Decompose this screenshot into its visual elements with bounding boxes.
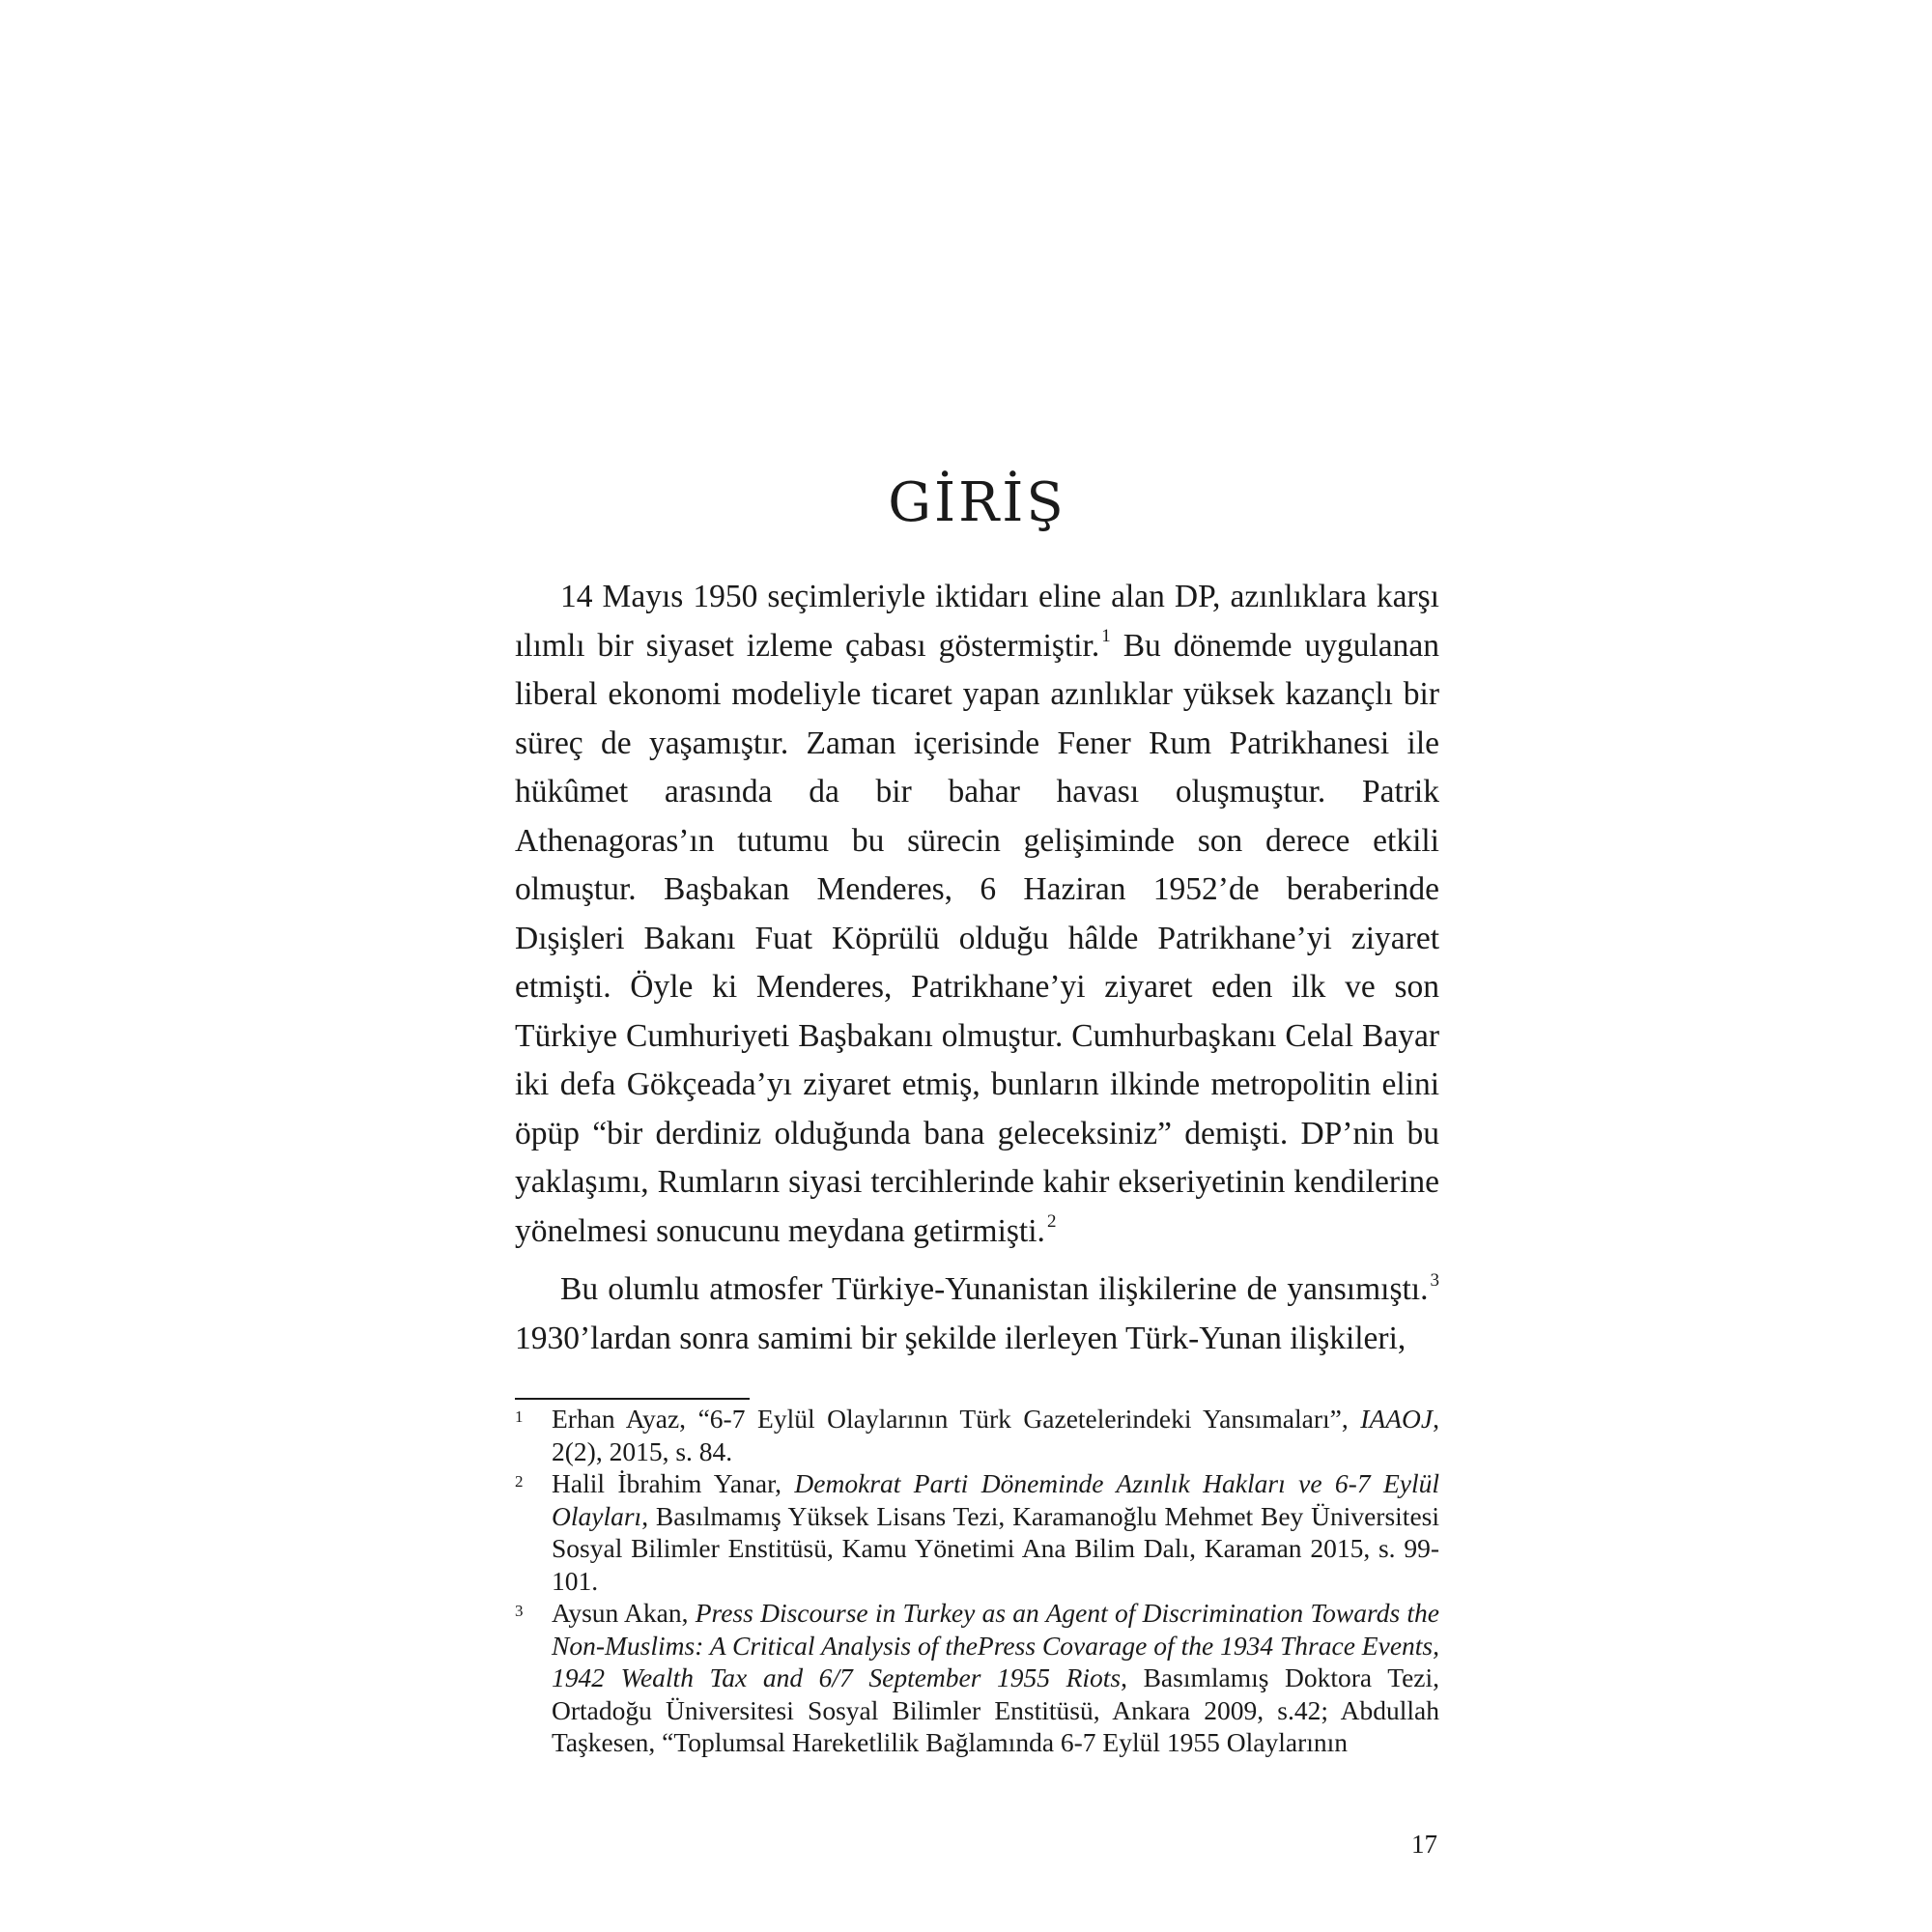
- footnote-text: Erhan Ayaz, “6-7 Eylül Olaylarının Türk Gazetelerindeki Yansımaları”,: [552, 1404, 1361, 1434]
- footnote-italic: Press Discourse in Turkey as an Agent of Discrimination Towards the Non-Muslims: A Critical Analysis of thePress Covarage of the 1934 Thrace Events, 1942 Wealth Tax and 6/7 September 1955 Riots: [552, 1598, 1439, 1692]
- footnote-ref-1: 1: [1101, 626, 1111, 647]
- paragraph-2-part-1: Bu olumlu atmosfer Türkiye-Yunanistan ilişkilerine de yansımıştı.: [560, 1271, 1429, 1307]
- footnote-italic: Demokrat Parti Döneminde Azınlık Hakları ve 6-7 Eylül Olayları: [552, 1468, 1440, 1531]
- footnote-ref-3: 3: [1430, 1269, 1439, 1291]
- footnote-3: [515, 1597, 1439, 1759]
- footnote-text: , 2(2), 2015, s. 84.: [552, 1404, 1439, 1466]
- footnote-text: , Basılmamış Yüksek Lisans Tezi, Karamanoğlu Mehmet Bey Üniversitesi Sosyal Bilimler Enstitüsü, Kamu Yönetimi Ana Bilim Dalı, Karaman 2015, s. 99-101.: [552, 1500, 1439, 1596]
- footnote-italic: IAAOJ: [1360, 1404, 1434, 1434]
- footnote-1: [515, 1403, 1439, 1467]
- footnote-text: Halil İbrahim Yanar,: [552, 1468, 795, 1498]
- paragraph-1-part-1: 14 Mayıs 1950 seçimleriyle iktidarı eline alan DP, azınlıklara karşı ılımlı bir siyaset izleme çabası göstermiştir.: [515, 579, 1439, 664]
- chapter-title: GİRİŞ: [888, 471, 1066, 534]
- paragraph-1: [515, 573, 1439, 1256]
- paragraph-2: [515, 1265, 1439, 1363]
- page-number: 17: [1411, 1830, 1437, 1859]
- footnote-text: , Basımlamış Doktora Tezi, Ortadoğu Üniversitesi Sosyal Bilimler Enstitüsü, Ankara 2009, s.42; Abdullah Taşkesen, “Toplumsal Hareketlilik Bağlamında 6-7 Eylül 1955 Olaylarının: [552, 1662, 1440, 1757]
- body-text: [515, 573, 1439, 1373]
- footnote-number: 2: [515, 1472, 524, 1491]
- footnote-number: 1: [515, 1407, 524, 1426]
- footnotes: [515, 1403, 1439, 1759]
- paragraph-1-part-2: Bu dönemde uygulanan liberal ekonomi modeliyle ticaret yapan azınlıklar yüksek kazançlı bir süreç de yaşamıştır. Zaman içerisinde Fener Rum Patrikhanesi ile hükûmet arasında da bir bahar havası oluşmuştur. Patrik Athenagoras’ın tutumu bu sürecin gelişiminde son derece etkili olmuştur. Başbakan Menderes, 6 Haziran 1952’de beraberinde Dışişleri Bakanı Fuat Köprülü olduğu hâlde Patrikhane’yi ziyaret etmişti. Öyle ki Menderes, Patrikhane’yi ziyaret eden ilk ve son Türkiye Cumhuriyeti Başbakanı olmuştur. Cumhurbaşkanı Celal Bayar iki defa Gökçeada’yı ziyaret etmiş, bunların ilkinde metropolitin elini öpüp “bir derdiniz olduğunda bana geleceksiniz” demişti. DP’nin bu yaklaşımı, Rumların siyasi tercihlerinde kahir ekseriyetinin kendilerine yönelmesi sonucunu meydana getirmişti.: [515, 627, 1440, 1249]
- footnote-number: 3: [515, 1602, 524, 1620]
- footnote-text: Aysun Akan,: [552, 1598, 696, 1628]
- footnote-2: [515, 1467, 1439, 1597]
- paragraph-2-part-2: 1930’lardan sonra samimi bir şekilde ilerleyen Türk-Yunan ilişkileri,: [515, 1320, 1406, 1356]
- footnote-ref-2: 2: [1046, 1211, 1057, 1233]
- footnote-divider: [515, 1398, 750, 1400]
